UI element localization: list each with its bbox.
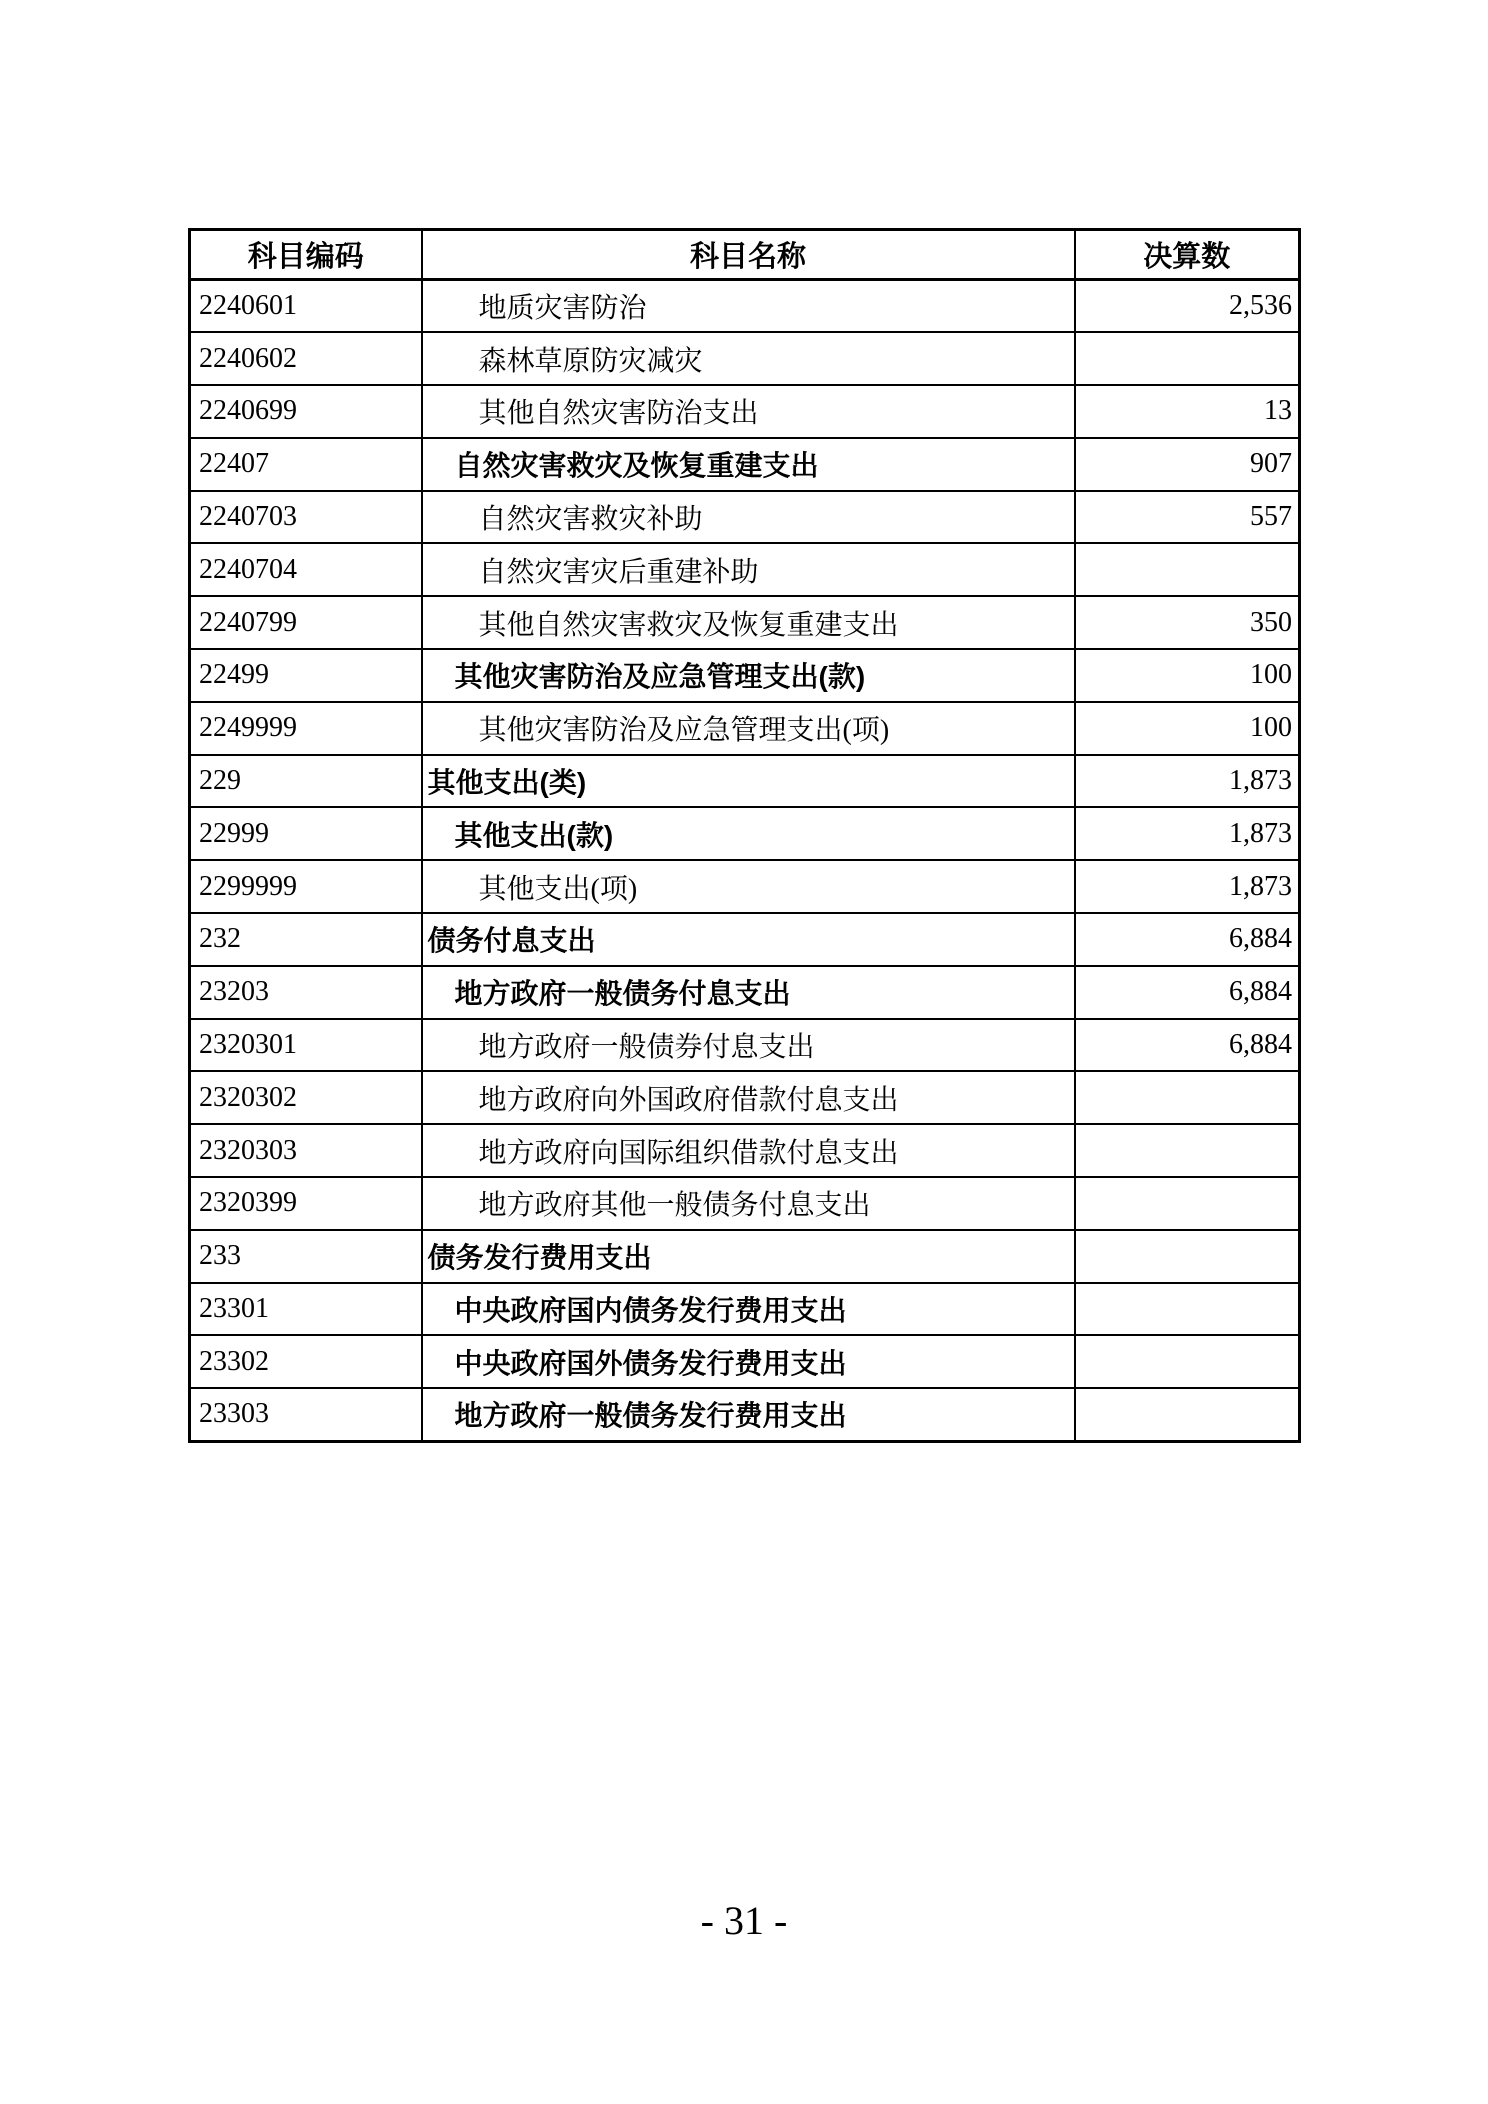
cell-final-amount [1075, 543, 1300, 596]
cell-subject-name: 森林草原防灾减灾 [422, 332, 1075, 385]
table-row [190, 807, 1300, 860]
cell-subject-code: 229 [190, 755, 422, 808]
cell-subject-code: 2240703 [190, 491, 422, 544]
cell-final-amount: 557 [1075, 491, 1300, 544]
column-header-subject-name: 科目名称 [422, 230, 1075, 280]
table-row [190, 438, 1300, 491]
cell-subject-code: 23303 [190, 1388, 422, 1441]
cell-subject-code: 2299999 [190, 860, 422, 913]
cell-final-amount: 2,536 [1075, 280, 1300, 333]
cell-subject-name: 地方政府一般债务付息支出 [422, 966, 1075, 1019]
table-row [190, 1283, 1300, 1336]
cell-subject-code: 2249999 [190, 702, 422, 755]
table-row [190, 332, 1300, 385]
cell-final-amount [1075, 1283, 1300, 1336]
cell-final-amount [1075, 1230, 1300, 1283]
table-row [190, 649, 1300, 702]
cell-subject-name: 其他支出(类) [422, 755, 1075, 808]
cell-subject-code: 22407 [190, 438, 422, 491]
column-header-subject-code: 科目编码 [190, 230, 422, 280]
cell-subject-code: 232 [190, 913, 422, 966]
cell-subject-code: 2320303 [190, 1124, 422, 1177]
cell-final-amount: 350 [1075, 596, 1300, 649]
table-row [190, 913, 1300, 966]
table-row [190, 1177, 1300, 1230]
cell-final-amount: 1,873 [1075, 860, 1300, 913]
table-row [190, 860, 1300, 913]
cell-final-amount: 6,884 [1075, 1019, 1300, 1072]
cell-subject-code: 22999 [190, 807, 422, 860]
cell-subject-name: 地方政府一般债务发行费用支出 [422, 1388, 1075, 1441]
cell-final-amount [1075, 1177, 1300, 1230]
cell-subject-name: 其他支出(款) [422, 807, 1075, 860]
cell-subject-name: 地方政府其他一般债务付息支出 [422, 1177, 1075, 1230]
cell-subject-name: 中央政府国内债务发行费用支出 [422, 1283, 1075, 1336]
cell-final-amount: 907 [1075, 438, 1300, 491]
cell-subject-code: 2240704 [190, 543, 422, 596]
cell-final-amount [1075, 1124, 1300, 1177]
cell-subject-code: 2320302 [190, 1071, 422, 1124]
cell-subject-name: 自然灾害救灾补助 [422, 491, 1075, 544]
table-row [190, 1335, 1300, 1388]
table-row [190, 755, 1300, 808]
table-row [190, 1124, 1300, 1177]
cell-subject-code: 2240602 [190, 332, 422, 385]
table-row [190, 596, 1300, 649]
cell-subject-code: 2240699 [190, 385, 422, 438]
page-number: - 31 - [700, 1898, 788, 1943]
cell-final-amount: 13 [1075, 385, 1300, 438]
cell-final-amount [1075, 1335, 1300, 1388]
cell-final-amount [1075, 1071, 1300, 1124]
cell-final-amount: 6,884 [1075, 966, 1300, 1019]
cell-subject-code: 23302 [190, 1335, 422, 1388]
table-body [190, 280, 1300, 1442]
cell-subject-code: 2320399 [190, 1177, 422, 1230]
column-header-final-amount: 决算数 [1075, 230, 1300, 280]
cell-subject-name: 其他灾害防治及应急管理支出(款) [422, 649, 1075, 702]
table-header-row [190, 230, 1300, 280]
cell-subject-name: 债务发行费用支出 [422, 1230, 1075, 1283]
cell-final-amount: 100 [1075, 702, 1300, 755]
cell-final-amount: 1,873 [1075, 807, 1300, 860]
cell-subject-code: 233 [190, 1230, 422, 1283]
cell-subject-code: 2240799 [190, 596, 422, 649]
cell-subject-name: 地质灾害防治 [422, 280, 1075, 333]
table-row [190, 280, 1300, 333]
cell-subject-code: 2320301 [190, 1019, 422, 1072]
table-row [190, 1071, 1300, 1124]
table-row [190, 385, 1300, 438]
table-row [190, 702, 1300, 755]
cell-subject-name: 其他灾害防治及应急管理支出(项) [422, 702, 1075, 755]
cell-final-amount: 1,873 [1075, 755, 1300, 808]
cell-subject-name: 地方政府向国际组织借款付息支出 [422, 1124, 1075, 1177]
cell-subject-name: 自然灾害救灾及恢复重建支出 [422, 438, 1075, 491]
table-row [190, 543, 1300, 596]
cell-subject-name: 其他自然灾害救灾及恢复重建支出 [422, 596, 1075, 649]
cell-subject-code: 2240601 [190, 280, 422, 333]
table-row [190, 966, 1300, 1019]
cell-subject-name: 债务付息支出 [422, 913, 1075, 966]
cell-subject-name: 自然灾害灾后重建补助 [422, 543, 1075, 596]
table-row [190, 1388, 1300, 1441]
cell-subject-name: 地方政府向外国政府借款付息支出 [422, 1071, 1075, 1124]
table-row [190, 491, 1300, 544]
cell-subject-code: 22499 [190, 649, 422, 702]
cell-final-amount: 100 [1075, 649, 1300, 702]
cell-final-amount [1075, 1388, 1300, 1441]
cell-subject-name: 地方政府一般债券付息支出 [422, 1019, 1075, 1072]
cell-subject-code: 23301 [190, 1283, 422, 1336]
table-row [190, 1230, 1300, 1283]
cell-subject-name: 其他自然灾害防治支出 [422, 385, 1075, 438]
cell-subject-name: 中央政府国外债务发行费用支出 [422, 1335, 1075, 1388]
cell-subject-code: 23203 [190, 966, 422, 1019]
cell-subject-name: 其他支出(项) [422, 860, 1075, 913]
table-row [190, 1019, 1300, 1072]
cell-final-amount: 6,884 [1075, 913, 1300, 966]
cell-final-amount [1075, 332, 1300, 385]
budget-accounts-table [188, 228, 1301, 1443]
